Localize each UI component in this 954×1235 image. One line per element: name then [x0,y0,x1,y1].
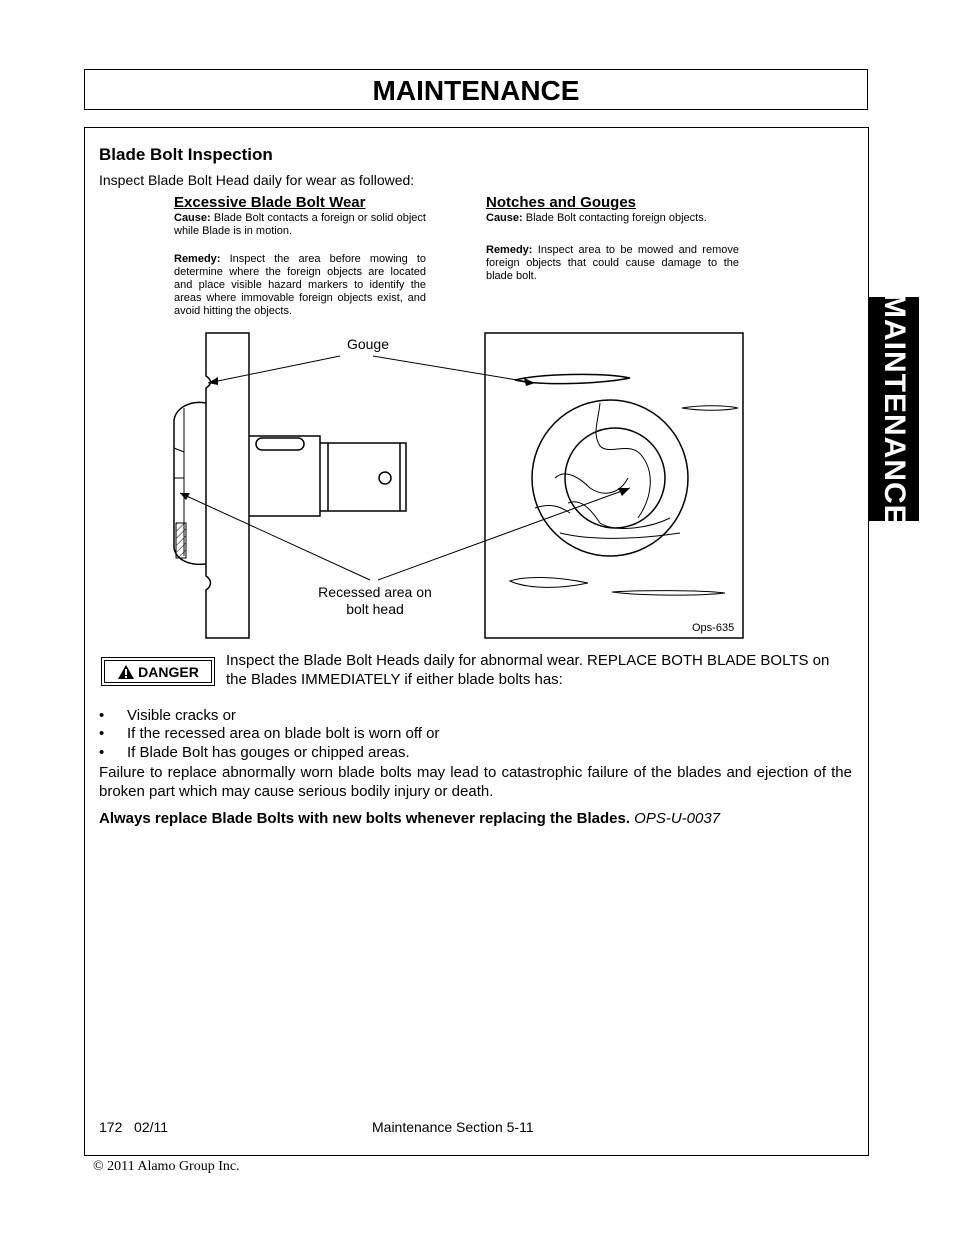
page-date: 02/11 [134,1119,169,1135]
right-cause [486,212,739,225]
left-cause-label: Cause: [174,212,211,224]
gouge-leader-right [373,356,535,383]
recessed-label [300,584,450,618]
warning-triangle-icon [117,664,135,680]
side-tab [869,292,919,526]
blade-bolt-illustration [160,328,760,643]
footer-section: Maintenance Section 5-11 [372,1119,534,1135]
right-cause-text: Blade Bolt contacting foreign objects. [525,212,707,224]
right-column-title: Notches and Gouges [486,194,637,211]
always-replace-note [99,810,720,827]
right-remedy-text: Inspect area to be mowed and remove foreign objects that could cause damage to the blade bolt. [486,244,739,282]
left-column [174,194,426,318]
right-cause-label: Cause: [486,212,523,224]
recessed-leader-right [378,488,630,580]
always-replace-code: OPS-U-0037 [634,810,721,827]
danger-badge-label: DANGER [138,663,199,680]
right-remedy-label: Remedy: [486,244,533,256]
bolt-shank [249,436,320,516]
danger-text: Inspect the Blade Bolt Heads daily for abnormal wear. REPLACE BOTH BLADE BOLTS on the Blades IMMEDIATELY if either blade bolts has: [226,652,830,688]
danger-badge [101,657,215,686]
section-intro: Inspect Blade Bolt Head daily for wear as followed: [99,172,415,188]
figure-ref-code: Ops-635 [692,622,735,634]
left-remedy [174,253,426,318]
right-remedy [486,244,739,283]
failure-paragraph: Failure to replace abnormally worn blade bolts may lead to catastrophic failure of the blades and ejection of the broken part which may cause serious bodily injury or death. [99,764,852,800]
recessed-leader-left [180,493,370,580]
always-replace-text: Always replace Blade Bolts with new bolts whenever replacing the Blades. [99,810,630,827]
left-cause-text: Blade Bolt contacts a foreign or solid object while Blade is in motion. [174,212,426,237]
bolt-thread [320,443,406,511]
recessed-label-line1: Recessed area on [318,584,432,600]
recessed-label-line2: bolt head [346,601,404,617]
page-header-title: MAINTENANCE [84,69,868,110]
side-tab-label: MAINTENANCE [878,292,911,526]
left-remedy-text: Inspect the area before mowing to determine where the foreign objects are located and place visible hazard markers to identify the areas where immovable foreign objects exist, and avoid hitting the objects. [174,253,427,317]
gouge-label: Gouge [346,336,390,352]
page-number: 172 [99,1119,123,1135]
copyright: © 2011 Alamo Group Inc. [93,1159,240,1174]
gouge-leader-left [208,356,340,383]
footer-page-info [99,1119,168,1135]
right-column [486,194,739,283]
left-remedy-label: Remedy: [174,253,221,265]
section-title: Blade Bolt Inspection [99,145,273,164]
bolt-hole [379,472,391,484]
left-cause [174,212,426,238]
danger-badge-inner [104,660,212,683]
recessed-area-hatch [176,523,186,558]
left-column-title: Excessive Blade Bolt Wear [174,194,366,211]
